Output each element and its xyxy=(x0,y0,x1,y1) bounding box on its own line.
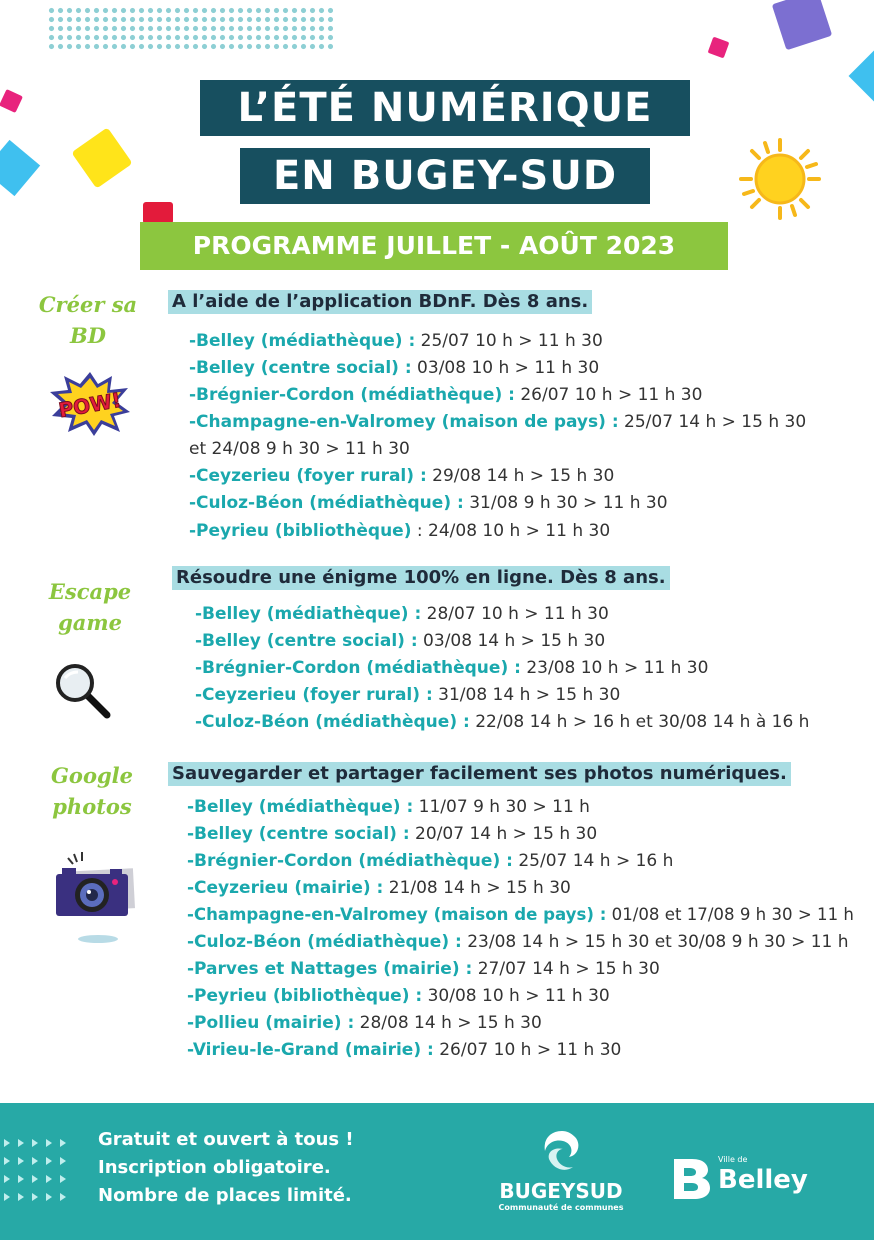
schedule-line: -Culoz-Béon (médiathèque) : 22/08 14 h > 16 h et 30/08 14 h à 16 h xyxy=(195,712,810,732)
footer-line-limited: Nombre de places limité. xyxy=(98,1185,352,1206)
footer-line-registration: Inscription obligatoire. xyxy=(98,1157,331,1178)
category-line: Google xyxy=(51,763,133,788)
belley-logo xyxy=(672,1153,812,1203)
schedule-line: -Virieu-le-Grand (mairie) : 26/07 10 h > 11 h 30 xyxy=(187,1040,622,1060)
schedule-line: -Ceyzerieu (mairie) : 21/08 14 h > 15 h 30 xyxy=(187,878,571,898)
schedule-line: et 24/08 9 h 30 > 11 h 30 xyxy=(189,439,410,459)
belley-b-icon xyxy=(672,1157,712,1201)
category-label-google-photos xyxy=(32,760,152,822)
title-line-1: L’ÉTÉ NUMÉRIQUE xyxy=(200,80,690,136)
sun-icon xyxy=(738,137,822,221)
svg-text:POW!: POW! xyxy=(56,387,123,423)
dot-pattern-decoration xyxy=(47,6,333,50)
yellow-square-decoration xyxy=(71,127,132,188)
section-heading-bd: A l’aide de l’application BDnF. Dès 8 ans. xyxy=(168,290,592,314)
footer-band xyxy=(0,1103,874,1240)
schedule-line: -Champagne-en-Valromey (maison de pays) : 25/07 14 h > 15 h 30 xyxy=(189,412,807,432)
category-line: game xyxy=(58,610,122,635)
schedule-line: -Culoz-Béon (médiathèque) : 23/08 14 h > 15 h 30 et 30/08 9 h 30 > 11 h xyxy=(187,932,849,952)
magnifier-icon xyxy=(54,662,112,720)
schedule-line: -Parves et Nattages (mairie) : 27/07 14 h > 15 h 30 xyxy=(187,959,660,979)
category-line: Créer sa xyxy=(38,292,138,317)
schedule-line: -Culoz-Béon (médiathèque) : 31/08 9 h 30 > 11 h 30 xyxy=(189,493,668,513)
category-line: photos xyxy=(52,794,132,819)
bugeysud-logo-sub: Communauté de communes xyxy=(498,1203,624,1212)
program-subtitle: PROGRAMME JUILLET - AOÛT 2023 xyxy=(140,222,728,270)
schedule-line: -Brégnier-Cordon (médiathèque) : 25/07 14 h > 16 h xyxy=(187,851,674,871)
schedule-line: -Belley (centre social) : 20/07 14 h > 15 h 30 xyxy=(187,824,598,844)
schedule-line: -Pollieu (mairie) : 28/08 14 h > 15 h 30 xyxy=(187,1013,542,1033)
footer-line-free: Gratuit et ouvert à tous ! xyxy=(98,1129,354,1150)
bugeysud-logo-name: BUGEYSUD xyxy=(499,1179,623,1203)
schedule-line: -Belley (centre social) : 03/08 10 h > 11 h 30 xyxy=(189,358,600,378)
schedule-line: -Champagne-en-Valromey (maison de pays) : 01/08 et 17/08 9 h 30 > 11 h xyxy=(187,905,854,924)
section-heading-google-photos: Sauvegarder et partager facilement ses photos numériques. xyxy=(168,762,791,786)
schedule-line: -Belley (médiathèque) : 25/07 10 h > 11 h 30 xyxy=(189,331,603,351)
camera-icon xyxy=(52,852,136,946)
schedule-line: -Peyrieu (bibliothèque) : 30/08 10 h > 11 h 30 xyxy=(187,986,610,1006)
title-line-2: EN BUGEY-SUD xyxy=(240,148,650,204)
schedule-line: -Peyrieu (bibliothèque) : 24/08 10 h > 11 h 30 xyxy=(189,521,611,541)
schedule-line: -Brégnier-Cordon (médiathèque) : 23/08 10 h > 11 h 30 xyxy=(195,658,709,678)
category-label-bd xyxy=(28,289,148,351)
schedule-line: -Belley (médiathèque) : 28/07 10 h > 11 h 30 xyxy=(195,604,609,624)
section-heading-escape-game: Résoudre une énigme 100% en ligne. Dès 8 ans. xyxy=(172,566,670,590)
blue-square-decoration xyxy=(849,51,874,102)
schedule-line: -Brégnier-Cordon (médiathèque) : 26/07 10 h > 11 h 30 xyxy=(189,385,703,405)
belley-logo-prefix: Ville de xyxy=(718,1155,748,1164)
bugeysud-swirl-icon xyxy=(541,1129,583,1175)
category-line: BD xyxy=(70,323,106,348)
belley-logo-name: Belley xyxy=(718,1165,808,1195)
schedule-line: -Belley (centre social) : 03/08 14 h > 15 h 30 xyxy=(195,631,606,651)
category-label-escape-game xyxy=(30,576,150,638)
purple-square-decoration xyxy=(772,0,832,50)
pink-square-decoration xyxy=(708,37,730,59)
pink-square-decoration xyxy=(0,89,23,113)
schedule-line: -Ceyzerieu (foyer rural) : 29/08 14 h > 15 h 30 xyxy=(189,466,615,486)
category-line: Escape xyxy=(48,579,132,604)
red-square-decoration xyxy=(143,202,173,224)
schedule-line: -Ceyzerieu (foyer rural) : 31/08 14 h > 15 h 30 xyxy=(195,685,621,705)
pow-comic-icon xyxy=(50,372,130,436)
blue-square-decoration xyxy=(0,140,40,196)
bugeysud-logo xyxy=(496,1129,626,1219)
schedule-line: -Belley (médiathèque) : 11/07 9 h 30 > 11 h xyxy=(187,797,590,817)
